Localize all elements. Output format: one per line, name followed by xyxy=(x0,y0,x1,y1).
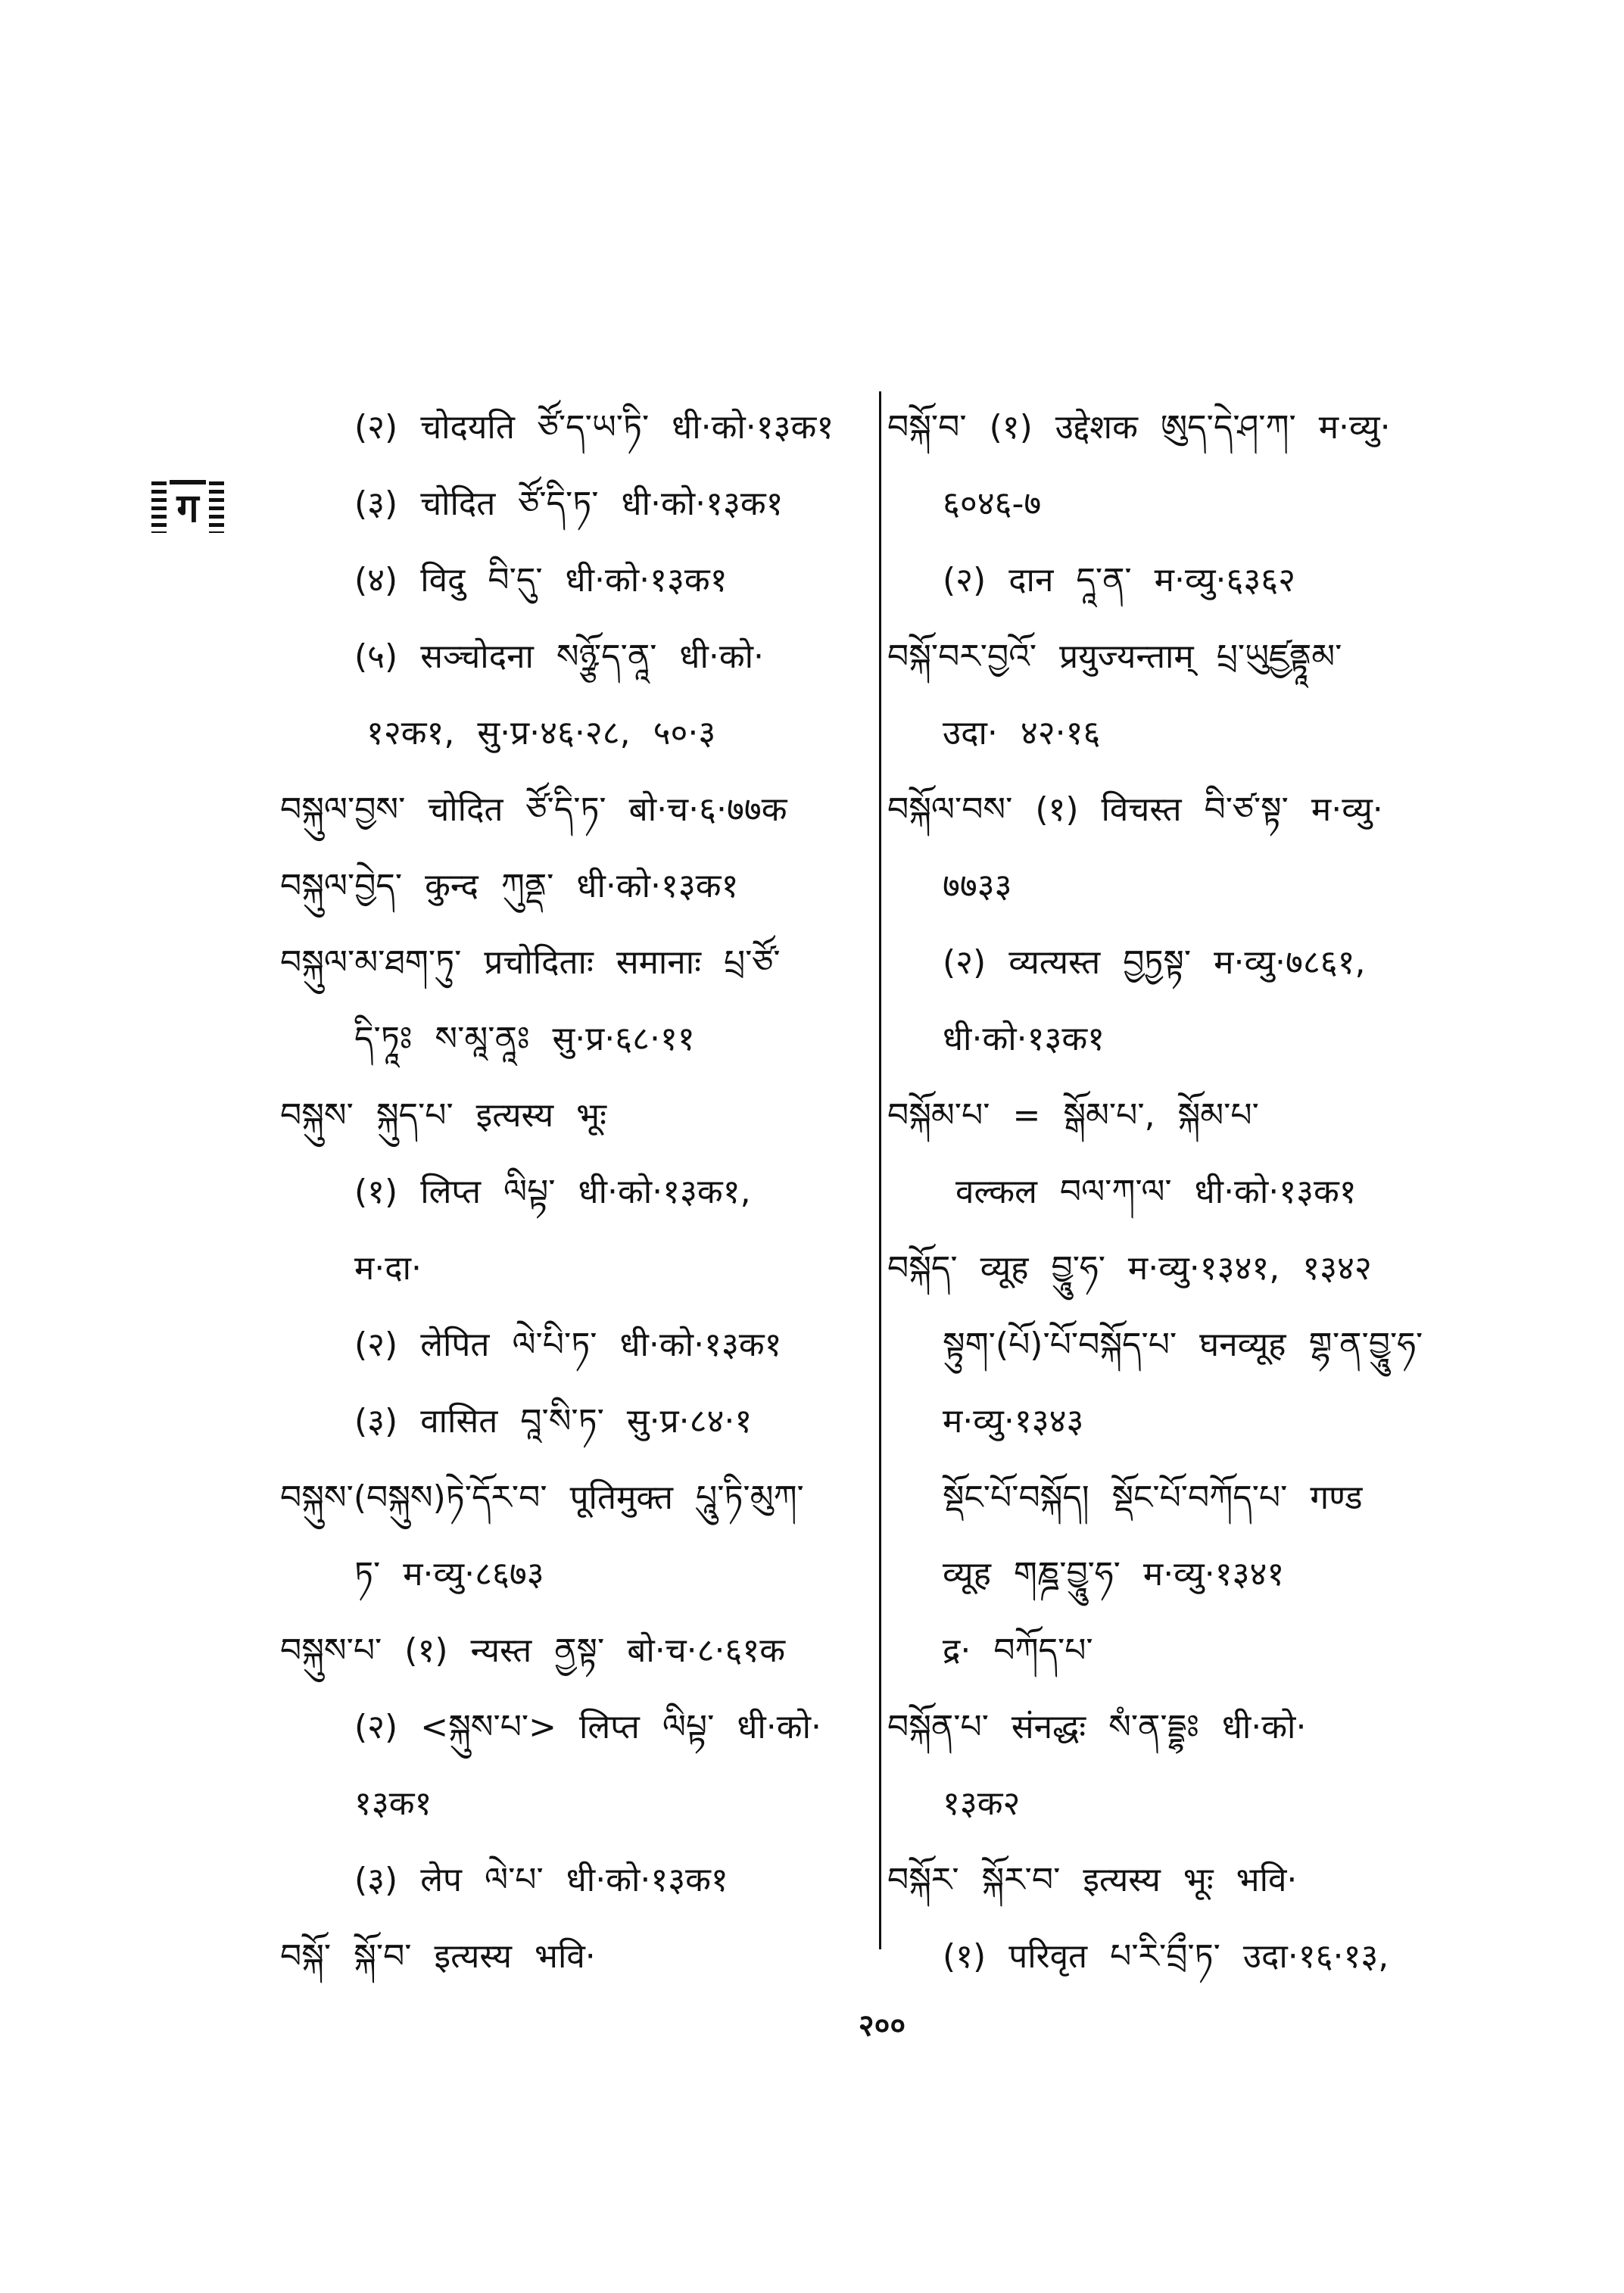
entry-sense-line: (३) लेप ལེ་པ་ धी·को·१३क१ xyxy=(354,1861,728,1899)
entry-sense-line: (३) वासित བཱ་སི་ཏ་ सु·प्र·८४·१ xyxy=(354,1402,753,1441)
entry-sense-line: (५) सञ्चोदना སཉྩོ་ད་ནཱ་ धी·को· xyxy=(354,637,765,676)
entry-continuation-line: १३क१ xyxy=(354,1784,432,1823)
headword-line: བསྐོད་ व्यूह བྱཱུ་ཧ་ म·व्यु·१३४१, १३४२ xyxy=(887,1249,1372,1288)
entry-continuation-line: १२क१, सु·प्र·४६·२८, ५०·३ xyxy=(366,714,716,752)
right-column xyxy=(887,389,1554,1998)
entry-sense-line: (२) लेपित ལེ་པི་ཏ་ धी·को·१३क१ xyxy=(354,1326,782,1364)
headword-line: བསྐུལ་མ་ཐག་ཏུ་ प्रचोदिताः समानाः པྲ་ཙོ་ xyxy=(280,943,781,982)
thumb-index-letter: ग xyxy=(170,480,206,537)
column-divider xyxy=(879,391,881,1949)
headword-line: བསྐོ་ སྐོ་བ་ इत्यस्य भवि· xyxy=(280,1937,596,1976)
entry-sense-line: སྡོང་པོ་བསྐོད། སྡོང་པོ་བཀོད་པ་ गण्ड xyxy=(943,1478,1363,1517)
thumb-index-hatch-left xyxy=(151,481,167,533)
entry-continuation-line: ६०४६-७ xyxy=(943,484,1042,523)
entry-continuation-line: ཏ་ म·व्यु·८६७३ xyxy=(354,1555,544,1594)
headword-line: བསྐུལ་བྱེད་ कुन्द ཀུནྡ་ धी·को·१३क१ xyxy=(280,867,739,905)
headword-line: བསྐུས་ སྐུད་པ་ इत्यस्य भूः xyxy=(280,1096,607,1135)
headword-line: བསྐོལ་བས་ (१) विचस्त བི་ཙ་སྟ་ म·व्यु· xyxy=(887,790,1383,829)
headword-line: བསྐོ་བ་ (१) उद्देशक ཨུད་དེ་ཤ་ཀ་ म·व्यु· xyxy=(887,408,1391,447)
page-number: २०० xyxy=(858,2008,906,2043)
headword-line: བསྐོན་པ་ संनद्धः སཾ་ན་དྡྷཿ धी·को· xyxy=(887,1708,1307,1746)
entry-continuation-line: १३क२ xyxy=(943,1784,1021,1823)
headword-line: བསྐོ་བར་བྱའོ་ प्रयुज्यन्ताम् པྲ་ཡུཛྱནྟཱམ་ xyxy=(887,637,1342,676)
headword-line: བསྐོམ་པ་ = སྒོམ་པ་, སྐོམ་པ་ xyxy=(887,1096,1259,1135)
entry-sense-line: སྟུག་(པོ)་པོ་བསྐོད་པ་ घनव्यूह གྷ་ན་བྱཱུ་ཧ་ xyxy=(943,1326,1423,1364)
entry-sense-line: (१) परिवृत པ་རི་བྲྀ་ཏ་ उदा·१६·१३, xyxy=(943,1937,1389,1976)
entry-sense-line: (२) <སྐུས་པ་> लिप्त ལིཔྟ་ धी·को· xyxy=(354,1708,821,1746)
thumb-index-marker xyxy=(151,480,224,534)
entry-sense-line: (२) व्यत्यस्त བྱཏྱསྟ་ म·व्यु·७८६१, xyxy=(943,943,1366,982)
entry-sense-line: (४) विदु བི་དུ་ धी·को·१३क१ xyxy=(354,561,728,600)
headword-line: བསྐུས་པ་ (१) न्यस्त ནྱསྟ་ बो·च·८·६१क xyxy=(280,1631,786,1670)
entry-sense-line: (२) चोदयति ཙོ་ད་ཡ་ཏི་ धी·को·१३क१ xyxy=(354,408,834,447)
entry-continuation-line: उदा· ४२·१६ xyxy=(943,714,1101,752)
entry-continuation-line: म·व्यु·१३४३ xyxy=(943,1402,1084,1441)
thumb-index-hatch-right xyxy=(209,481,224,533)
entry-sense-line: (१) लिप्त ལིཔྟ་ धी·को·१३क१, xyxy=(354,1173,751,1211)
headword-line: བསྐོར་ སྐོར་བ་ इत्यस्य भूः भवि· xyxy=(887,1861,1298,1899)
entry-sense-line: (३) चोदित ཙོ་དི་ཏ་ धी·को·१३क१ xyxy=(354,484,784,523)
entry-cross-reference-line: द्र· བཀོད་པ་ xyxy=(943,1631,1093,1670)
entry-sense-line: वल्कल བལ་ཀ་ལ་ धी·को·१३क१ xyxy=(955,1173,1357,1211)
entry-continuation-line: ७७३३ xyxy=(943,867,1012,905)
left-column xyxy=(280,389,874,1998)
headword-line: བསྐུས་(བསྐུས)ཏེ་དོར་བ་ पूतिमुक्त པཱུ་ཏི་མུཀ་ xyxy=(280,1478,804,1517)
entry-continuation-line: म·दा· xyxy=(354,1249,422,1288)
headword-line: བསྐུལ་བྱས་ चोदित ཙོ་དི་ཏ་ बो·च·६·७७क xyxy=(280,790,787,829)
entry-continuation-line: व्यूह གཎྜ་བྱཱུ་ཧ་ म·व्यु·१३४१ xyxy=(943,1555,1285,1594)
entry-continuation-line: धी·को·१३क१ xyxy=(943,1020,1105,1058)
entry-sense-line: (२) दान དཱ་ན་ म·व्यु·६३६२ xyxy=(943,561,1296,600)
entry-continuation-line: དི་ཏཱཿ ས་མཱ་ནཱཿ सु·प्र·६८·११ xyxy=(354,1020,695,1058)
